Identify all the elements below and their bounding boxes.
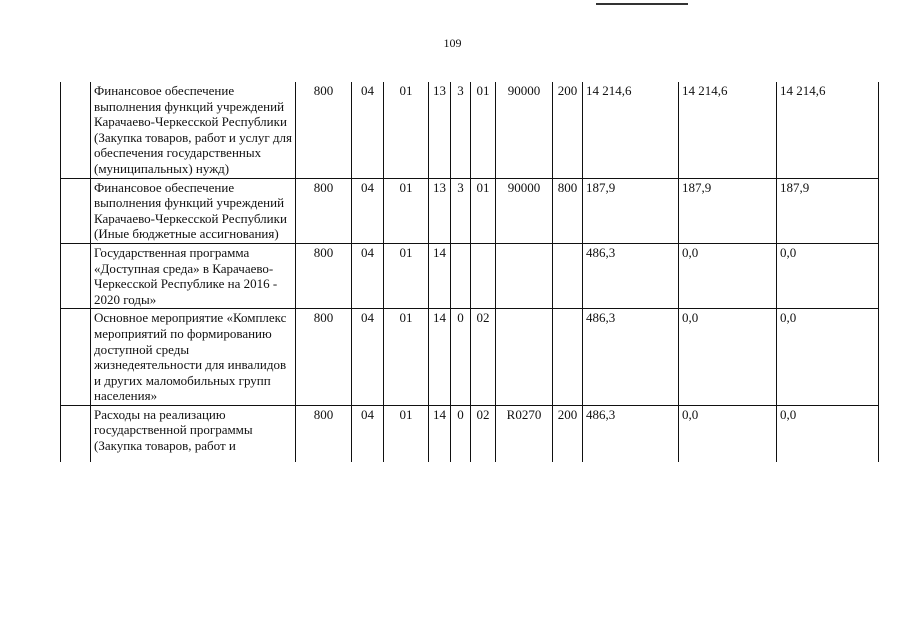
podrazdel-code: 01 (384, 309, 429, 406)
cs-program-code: 14 (429, 309, 451, 406)
budget-table (60, 82, 879, 462)
scan-artifact-line (596, 3, 688, 5)
sum-year-3: 0,0 (777, 243, 879, 308)
cs-program-code: 14 (429, 405, 451, 462)
row-name: Финансовое обеспечение выполнения функций учреждений Карачаево-Черкесской Республики (Иные бюджетные ассигнования) (91, 178, 296, 243)
vr-code: 800 (553, 178, 583, 243)
table-row (61, 243, 879, 308)
cs-subprogram-code: 3 (451, 178, 471, 243)
vr-code: 200 (553, 405, 583, 462)
index-cell (61, 82, 91, 178)
cs-event-code: 01 (471, 82, 496, 178)
table-row (61, 178, 879, 243)
row-name: Основное мероприятие «Комплекс мероприятий по формированию доступной среды жизнедеятельности для инвалидов и других маломобильных групп населения» (91, 309, 296, 406)
cs-program-code: 13 (429, 82, 451, 178)
table-row (61, 405, 879, 462)
sum-year-1: 486,3 (583, 243, 679, 308)
cs-subprogram-code: 0 (451, 405, 471, 462)
index-cell (61, 405, 91, 462)
cs-program-code: 14 (429, 243, 451, 308)
ved-code: 800 (296, 243, 352, 308)
cs-event-code: 01 (471, 178, 496, 243)
sum-year-1: 14 214,6 (583, 82, 679, 178)
razdel-code: 04 (352, 309, 384, 406)
sum-year-3: 0,0 (777, 309, 879, 406)
index-cell (61, 178, 91, 243)
cs-subprogram-code: 0 (451, 309, 471, 406)
sum-year-2: 0,0 (679, 405, 777, 462)
row-name: Финансовое обеспечение выполнения функций учреждений Карачаево-Черкесской Республики (Закупка товаров, работ и услуг для обеспечения государственных (муниципальных) нужд) (91, 82, 296, 178)
ved-code: 800 (296, 309, 352, 406)
sum-year-2: 0,0 (679, 309, 777, 406)
table-row (61, 309, 879, 406)
row-name: Расходы на реализацию государственной программы (Закупка товаров, работ и (91, 405, 296, 462)
cs-program-code: 13 (429, 178, 451, 243)
sum-year-1: 486,3 (583, 405, 679, 462)
cs-subprogram-code (451, 243, 471, 308)
vr-code (553, 243, 583, 308)
razdel-code: 04 (352, 82, 384, 178)
podrazdel-code: 01 (384, 405, 429, 462)
cs-subprogram-code: 3 (451, 82, 471, 178)
razdel-code: 04 (352, 178, 384, 243)
vr-code: 200 (553, 82, 583, 178)
row-name: Государственная программа «Доступная среда» в Карачаево-Черкесской Республике на 2016 - 2020 годы» (91, 243, 296, 308)
cs-event-code: 02 (471, 405, 496, 462)
cs-direction-code (496, 243, 553, 308)
cs-event-code: 02 (471, 309, 496, 406)
vr-code (553, 309, 583, 406)
podrazdel-code: 01 (384, 178, 429, 243)
cs-direction-code (496, 309, 553, 406)
sum-year-2: 14 214,6 (679, 82, 777, 178)
razdel-code: 04 (352, 405, 384, 462)
cs-direction-code: R0270 (496, 405, 553, 462)
ved-code: 800 (296, 405, 352, 462)
sum-year-1: 187,9 (583, 178, 679, 243)
podrazdel-code: 01 (384, 82, 429, 178)
sum-year-3: 14 214,6 (777, 82, 879, 178)
page-number: 109 (443, 36, 462, 50)
sum-year-1: 486,3 (583, 309, 679, 406)
ved-code: 800 (296, 82, 352, 178)
podrazdel-code: 01 (384, 243, 429, 308)
index-cell (61, 309, 91, 406)
sum-year-2: 187,9 (679, 178, 777, 243)
sum-year-3: 0,0 (777, 405, 879, 462)
cs-direction-code: 90000 (496, 178, 553, 243)
sum-year-3: 187,9 (777, 178, 879, 243)
ved-code: 800 (296, 178, 352, 243)
table-row (61, 82, 879, 178)
razdel-code: 04 (352, 243, 384, 308)
index-cell (61, 243, 91, 308)
cs-event-code (471, 243, 496, 308)
sum-year-2: 0,0 (679, 243, 777, 308)
cs-direction-code: 90000 (496, 82, 553, 178)
